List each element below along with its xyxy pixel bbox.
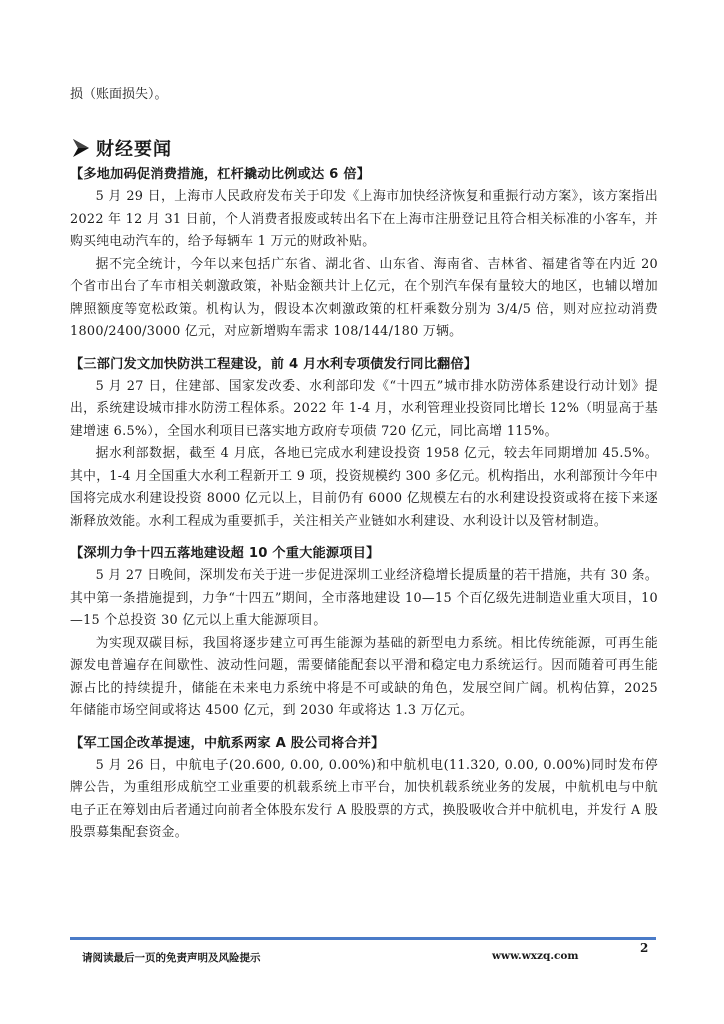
article-paragraph: 据水利部数据，截至 4 月底，各地已完成水利建设投资 1958 亿元，较去年同期增加 45.5%。其中，1-4 月全国重大水利工程新开工 9 项，投资规模约 300 多亿元。机构指出，水利部预计今年中国将完成水利建设投资 8000 亿元以上，目前仍有 6000 亿规模左右的水利建设投资或将在接下来逐渐释放效能。水利工程成为重要抓手，关注相关产业链如水利建设、水利设计以及管材制造。	[70, 446, 658, 529]
article-paragraph: 5 月 27 日晚间，深圳发布关于进一步促进深圳工业经济稳增长提质量的若干措施，共有 30 条。其中第一条措施提到，力争“十四五”期间，全市落地建设 10—15 个百亿级先进制造业重大项目，10—15 个总投资 30 亿元以上重大能源项目。	[70, 568, 658, 628]
article-title: 【三部门发文加快防洪工程建设，前 4 月水利专项债发行同比翻倍】	[70, 356, 478, 372]
article-title: 【多地加码促消费措施，杠杆撬动比例或达 6 倍】	[70, 167, 371, 182]
article-title: 【深圳力争十四五落地建设超 10 个重大能源项目】	[70, 546, 380, 561]
footer-url[interactable]: www.wxzq.com	[492, 950, 579, 962]
article-paragraph: 据不完全统计，今年以来包括广东省、湖北省、山东省、海南省、吉林省、福建省等在内近 20 个省市出台了车市相关刺激政策，补贴金额共计上亿元，在个别汽车保有量较大的地区，也辅以增加牌照额度等宽松政策。机构认为，假设本次刺激政策的杠杆乘数分别为 3/4/5 倍，则对应拉动消费 1800/2400/3000 亿元，对应新增购车需求 108/144/180 万辆。	[70, 256, 658, 339]
footer-rule	[70, 937, 656, 940]
intro-text: 损（账面损失）。	[70, 87, 168, 102]
article-title: 【军工国企改革提速，中航系两家 A 股公司将合并】	[70, 735, 385, 751]
article-paragraph: 为实现双碳目标，我国将逐步建立可再生能源为基础的新型电力系统。相比传统能源，可再生能源发电普遍存在间歇性、波动性问题，需要储能配套以平滑和稳定电力系统运行。因而随着可再生能源占比的持续提升，储能在未来电力系统中将是不可或缺的角色，发展空间广阔。机构估算，2025 年储能市场空间或将达 4500 亿元，到 2030 年或将达 1.3 万亿元。	[70, 635, 658, 718]
arrow-right-icon	[70, 137, 92, 159]
page-body	[70, 84, 658, 855]
article-2	[70, 354, 658, 534]
section-header	[70, 134, 658, 162]
footer-disclaimer[interactable]: 请阅读最后一页的免责声明及风险提示	[82, 952, 261, 964]
page-number: 2	[640, 941, 649, 955]
article-paragraph: 5 月 27 日，住建部、国家发改委、水利部印发《“十四五”城市排水防涝体系建设行动计划》提出，系统建设城市排水防涝工程体系。2022 年 1-4 月，水利管理业投资同比增长 12%（明显高于基建增速 6.5%），全国水利项目已落实地方政府专项债 720 亿元，同比高增 115%。	[70, 378, 658, 439]
article-paragraph: 5 月 29 日，上海市人民政府发布关于印发《上海市加快经济恢复和重振行动方案》，该方案指出 2022 年 12 月 31 日前，个人消费者报废或转出名下在上海市注册登记且符合相关标准的小客车，并购买纯电动汽车的，给予每辆车 1 万元的财政补贴。	[70, 189, 658, 249]
article-paragraph: 5 月 26 日，中航电子(20.600, 0.00, 0.00%)和中航机电(11.320, 0.00, 0.00%)同时发布停牌公告，为重组形成航空工业重要的机载系统上市平台，加快机载系统业务的发展，中航机电与中航电子正在筹划由后者通过向前者全体股东发行 A 股股票的方式，换股吸收合并中航机电，并发行 A 股股票募集配套资金。	[70, 757, 658, 840]
article-3	[70, 543, 658, 723]
section-title: 财经要闻	[96, 139, 172, 160]
article-1	[70, 164, 658, 344]
article-4	[70, 733, 658, 845]
